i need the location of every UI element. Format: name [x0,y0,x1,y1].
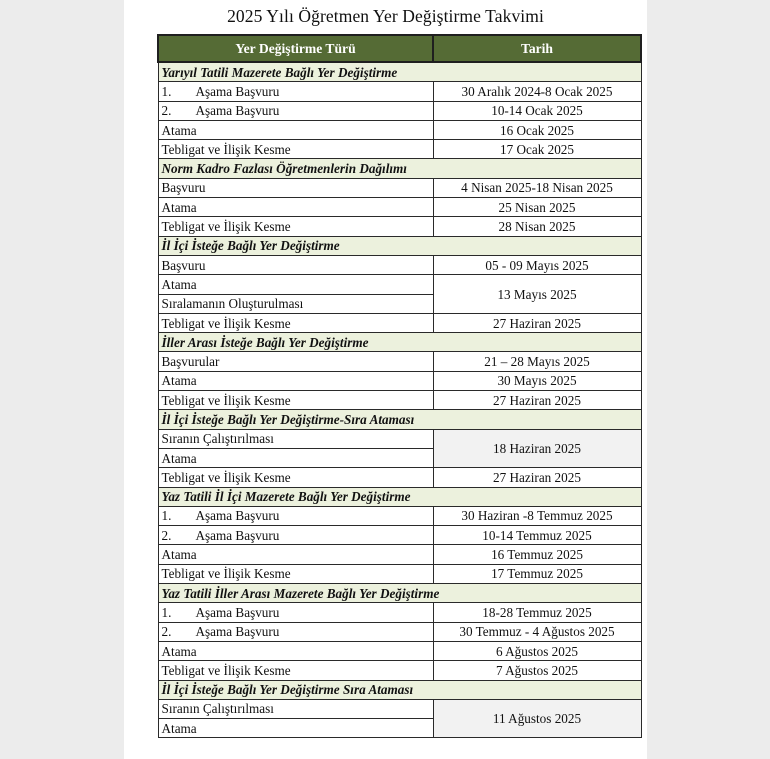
row-label: Atama [161,122,197,138]
row-label-cell [158,526,433,545]
table-row [158,275,641,294]
row-label-cell [158,448,433,467]
row-label: Aşama Başvuru [195,604,280,620]
row-label-cell [158,275,433,294]
section-title: Norm Kadro Fazlası Öğretmenlerin Dağılımı [158,159,641,178]
row-label: Aşama Başvuru [195,508,280,524]
row-date: 4 Nisan 2025-18 Nisan 2025 [433,178,641,197]
row-label: Tebligat ve İlişik Kesme [161,219,291,235]
row-date: 25 Nisan 2025 [433,198,641,217]
row-date: 7 Ağustos 2025 [433,661,641,680]
row-number: 1. [161,604,172,620]
row-label-cell [158,429,433,448]
section-title: İl İçi İsteğe Bağlı Yer Değiştirme [158,236,641,255]
table-row [158,429,641,448]
row-label: Tebligat ve İlişik Kesme [161,315,291,331]
row-label-cell [158,699,433,718]
row-label: Aşama Başvuru [195,103,280,119]
row-label: Aşama Başvuru [195,83,280,99]
row-label-cell [158,506,433,525]
row-label-cell [158,564,433,583]
table-row [158,699,641,718]
section-title: İl İçi İsteğe Bağlı Yer Değiştirme Sıra Ataması [158,680,641,699]
section-title: Yarıyıl Tatili Mazerete Bağlı Yer Değiştirme [158,62,641,82]
calendar-table [157,34,642,738]
row-date: 30 Aralık 2024-8 Ocak 2025 [433,82,641,101]
table-row [158,120,641,139]
row-label-cell [158,140,433,159]
document-page [124,0,647,759]
row-date: 30 Haziran -8 Temmuz 2025 [433,506,641,525]
row-label: Atama [161,199,197,215]
row-label: Atama [161,547,197,563]
row-date: 30 Mayıs 2025 [433,371,641,390]
row-label-cell [158,82,433,101]
table-row [158,140,641,159]
row-label-cell [158,641,433,660]
row-label: Tebligat ve İlişik Kesme [161,662,291,678]
section-header-row [158,487,641,506]
row-date: 10-14 Ocak 2025 [433,101,641,120]
column-header-date: Tarih [433,35,641,62]
table-row [158,468,641,487]
row-label-cell [158,719,433,738]
row-number: 1. [161,508,172,524]
table-row [158,622,641,641]
table-row [158,101,641,120]
table-row [158,352,641,371]
table-row [158,198,641,217]
row-date: 17 Ocak 2025 [433,140,641,159]
page-title: 2025 Yılı Öğretmen Yer Değiştirme Takvimi [227,6,544,26]
section-header-row [158,62,641,82]
row-date: 6 Ağustos 2025 [433,641,641,660]
table-row [158,217,641,236]
row-number: 1. [161,83,172,99]
table-header-row [158,35,641,62]
section-header-row [158,584,641,603]
row-label: Sıranın Çalıştırılması [161,431,274,447]
row-label: Atama [161,643,197,659]
row-label-cell [158,352,433,371]
row-label-cell [158,622,433,641]
row-label: Tebligat ve İlişik Kesme [161,392,291,408]
row-label-secondary: Atama [161,720,197,736]
row-label-cell [158,178,433,197]
row-label: Başvuru [161,180,206,196]
row-date: 16 Ocak 2025 [433,120,641,139]
row-label: Tebligat ve İlişik Kesme [161,566,291,582]
table-row [158,506,641,525]
section-header-row [158,680,641,699]
row-label-cell [158,255,433,274]
row-date: 28 Nisan 2025 [433,217,641,236]
row-label-cell [158,198,433,217]
row-label-cell [158,120,433,139]
section-title: Yaz Tatili İl İçi Mazerete Bağlı Yer Değiştirme [158,487,641,506]
section-header-row [158,159,641,178]
row-label-cell [158,545,433,564]
table-row [158,661,641,680]
row-label-cell [158,217,433,236]
row-date: 05 - 09 Mayıs 2025 [433,255,641,274]
row-label-cell [158,371,433,390]
section-header-row [158,236,641,255]
row-label-secondary: Atama [161,450,197,466]
column-header-type: Yer Değiştirme Türü [158,35,433,62]
row-date: 18-28 Temmuz 2025 [433,603,641,622]
table-row [158,526,641,545]
row-label: Tebligat ve İlişik Kesme [161,141,291,157]
row-date: 11 Ağustos 2025 [433,699,641,738]
table-row [158,178,641,197]
table-row [158,371,641,390]
row-label-cell [158,661,433,680]
table-row [158,313,641,332]
row-date: 27 Haziran 2025 [433,313,641,332]
row-label-cell [158,101,433,120]
row-label: Sıranın Çalıştırılması [161,701,274,717]
row-label: Tebligat ve İlişik Kesme [161,469,291,485]
table-row [158,641,641,660]
row-date: 30 Temmuz - 4 Ağustos 2025 [433,622,641,641]
table-row [158,391,641,410]
row-label-secondary: Sıralamanın Oluşturulması [161,296,304,312]
row-label: Aşama Başvuru [195,624,280,640]
row-date: 16 Temmuz 2025 [433,545,641,564]
row-date: 27 Haziran 2025 [433,468,641,487]
row-date: 27 Haziran 2025 [433,391,641,410]
table-row [158,545,641,564]
row-number: 2. [161,103,172,119]
row-date: 10-14 Temmuz 2025 [433,526,641,545]
section-header-row [158,410,641,429]
section-title: Yaz Tatili İller Arası Mazerete Bağlı Yer Değiştirme [158,584,641,603]
table-row [158,564,641,583]
row-label: Başvurular [161,354,220,370]
row-date: 17 Temmuz 2025 [433,564,641,583]
calendar-body [158,62,641,738]
section-header-row [158,333,641,352]
row-date: 21 – 28 Mayıs 2025 [433,352,641,371]
row-label-cell [158,294,433,313]
row-number: 2. [161,624,172,640]
table-row [158,82,641,101]
row-label-cell [158,313,433,332]
row-label-cell [158,603,433,622]
row-label-cell [158,468,433,487]
row-label: Aşama Başvuru [195,527,280,543]
row-date: 18 Haziran 2025 [433,429,641,468]
table-row [158,603,641,622]
section-title: İller Arası İsteğe Bağlı Yer Değiştirme [158,333,641,352]
row-label-cell [158,391,433,410]
table-row [158,255,641,274]
row-label: Atama [161,373,197,389]
row-label: Atama [161,276,197,292]
row-label: Başvuru [161,257,206,273]
row-date: 13 Mayıs 2025 [433,275,641,314]
row-number: 2. [161,527,172,543]
section-title: İl İçi İsteğe Bağlı Yer Değiştirme-Sıra Ataması [158,410,641,429]
